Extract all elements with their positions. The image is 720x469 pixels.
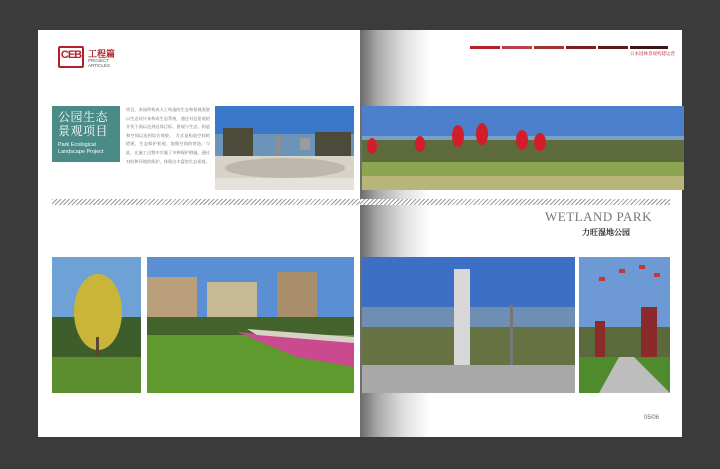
- flags-path-photo: [579, 257, 670, 393]
- yellow-tree-photo: [52, 257, 141, 393]
- section-title-box: [52, 106, 120, 162]
- section-title-cn: [58, 110, 108, 138]
- tulip-sculpture-panorama: [362, 106, 684, 190]
- body-paragraph: 项目，本园所构成人工构造的生态和景观需要以生态设计来构成生态系统，通过对总景观的开发干预以达到总体目标。景观与生态、构造和空间以达到综合效果。 方式是构造空间的搭建，生态保护景观，加强空间的营造，与此，在施工过程中实施了多种保护措施，通过对的和环境的保护，体现出丰富的生态景观。: [126, 107, 210, 164]
- divider-stripe-right: [360, 199, 670, 205]
- header-caption: 日本园林景观构建运营: [630, 51, 675, 56]
- header-bar: [470, 46, 500, 49]
- section-title-en: [58, 142, 104, 156]
- logo-letters: CEB: [60, 49, 82, 61]
- logo-subtitle-line2: ARTICLES: [88, 63, 110, 68]
- section-title-cn-line1: 公园生态: [58, 110, 109, 124]
- plaza-fountain-photo: [215, 106, 354, 190]
- villa-garden-photo: [147, 257, 354, 393]
- divider-stripe-left: [52, 199, 362, 205]
- logo-subtitle-line1: PROJECT: [88, 58, 110, 63]
- section-title-cn-line2: 景观项目: [58, 124, 109, 138]
- sculpture-road-photo: [362, 257, 575, 393]
- logo-subtitle: [88, 58, 110, 68]
- header-bar: [566, 46, 596, 49]
- header-bar: [502, 46, 532, 49]
- section-title-en-line2: Landscape Project: [58, 149, 104, 155]
- wetland-title-cn: 力旺湿地公园: [582, 228, 630, 237]
- section-title-en-line1: Park Ecological: [58, 142, 96, 148]
- header-bar: [534, 46, 564, 49]
- page-number: 05/06: [644, 415, 660, 421]
- wetland-title-en: WETLAND PARK: [545, 209, 652, 224]
- header-bar: [598, 46, 628, 49]
- brand-logo: [58, 46, 84, 68]
- logo-title: 工程篇: [88, 49, 116, 59]
- header-bar: [630, 46, 668, 49]
